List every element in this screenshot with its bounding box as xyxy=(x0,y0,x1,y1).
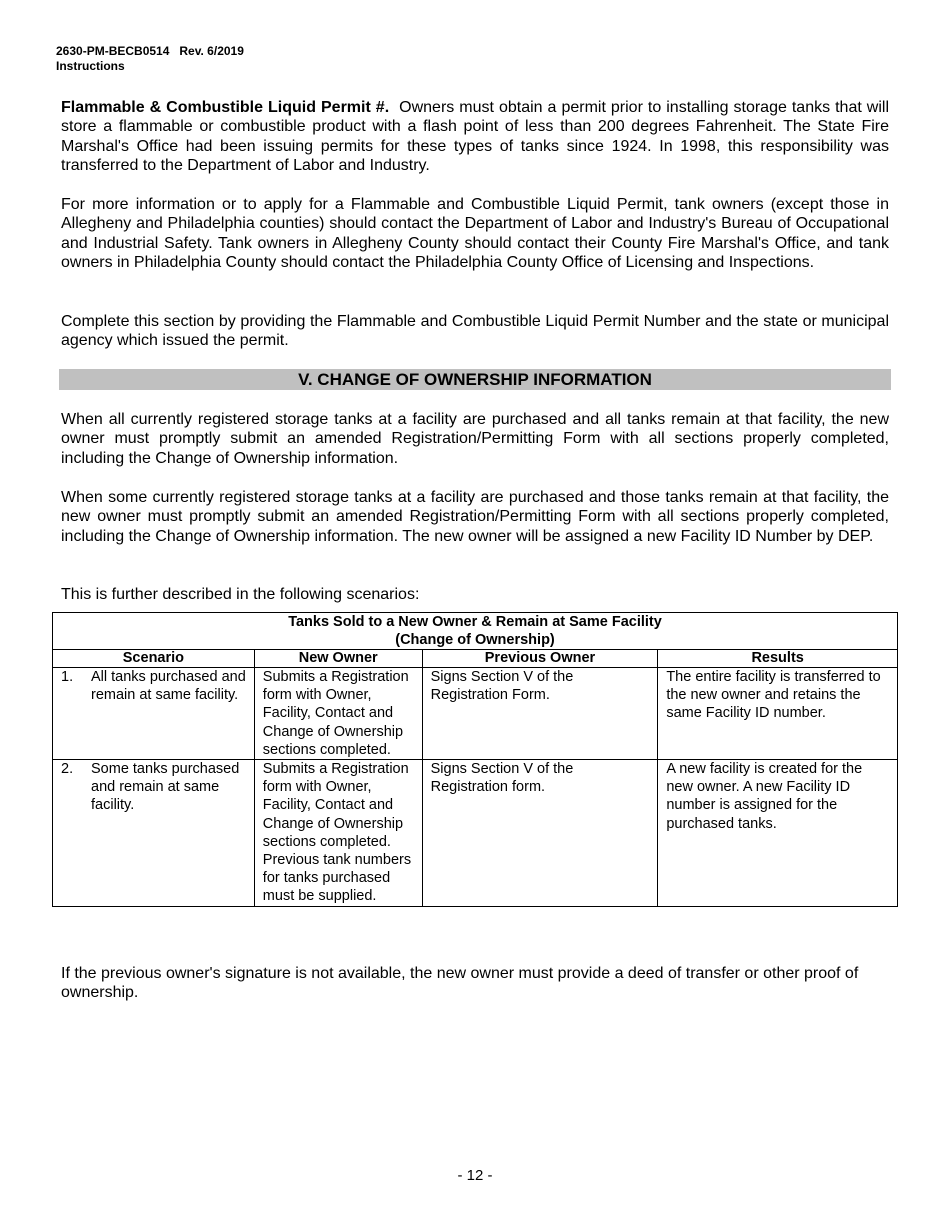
scenario-number: 2. xyxy=(61,761,74,778)
form-number: 2630-PM-BECB0514 xyxy=(56,44,170,58)
table-header-row xyxy=(53,650,898,668)
revision-label: Rev. 6/2019 xyxy=(179,44,244,58)
document-header xyxy=(56,44,244,74)
table-title-row xyxy=(53,613,898,650)
table-title xyxy=(53,613,898,650)
complete-section-paragraph: Complete this section by providing the Flammable and Combustible Liquid Permit Number and the state or municipal agency which issued the permit. xyxy=(61,313,889,350)
scenario-cell xyxy=(53,668,255,760)
scenario-cell xyxy=(53,760,255,907)
scenario-text: Some tanks purchased and remain at same facility. xyxy=(91,761,240,814)
all-tanks-paragraph: When all currently registered storage tanks at a facility are purchased and all tanks remain at that facility, the new owner must promptly submit an amended Registration/Permitting Form with all sections properly completed, including the Change of Ownership information. xyxy=(61,411,889,467)
table-row xyxy=(53,668,898,760)
new-owner-cell: Submits a Registration form with Owner, Facility, Contact and Change of Ownership sections completed. xyxy=(254,668,422,760)
scenario-number: 1. xyxy=(61,669,74,685)
more-info-paragraph: For more information or to apply for a Flammable and Combustible Liquid Permit, tank owners (except those in Allegheny and Philadelphia counties) should contact the Department of Labor and Industry's Bureau of Occupational and Industrial Safety. Tank owners in Allegheny County should contact their County Fire Marshal's Office, and tank owners in Philadelphia County should contact the Philadelphia County Office of Licensing and Inspections. xyxy=(61,196,889,272)
section-v-title: V. CHANGE OF OWNERSHIP INFORMATION xyxy=(59,369,891,390)
page-number: - 12 - xyxy=(457,1167,493,1184)
table-title-line2: (Change of Ownership) xyxy=(395,632,555,648)
column-header-previous-owner: Previous Owner xyxy=(422,650,658,668)
table-title-line1: Tanks Sold to a New Owner & Remain at Same Facility xyxy=(288,614,662,630)
column-header-new-owner: New Owner xyxy=(254,650,422,668)
results-cell: A new facility is created for the new owner. A new Facility ID number is assigned for the purchased tanks. xyxy=(658,760,898,907)
previous-owner-cell: Signs Section V of the Registration form. xyxy=(422,760,658,907)
column-header-scenario: Scenario xyxy=(53,650,255,668)
closing-paragraph: If the previous owner's signature is not available, the new owner must provide a deed of transfer or other proof of ownership. xyxy=(61,965,859,1002)
document-type: Instructions xyxy=(56,59,125,73)
permit-text: Owners must obtain a permit prior to installing storage tanks that will store a flammable or combustible product with a flash point of less than 200 degrees Fahrenheit. The State Fire Marshal's Office had been issuing permits for these types of tanks since 1924. In 1998, this responsibility was transferred to the Department of Labor and Industry. xyxy=(61,99,890,175)
some-tanks-paragraph: When some currently registered storage tanks at a facility are purchased and those tanks remain at that facility, the new owner must promptly submit an amended Registration/Permitting Form with all sections properly completed, including the Change of Ownership information. The new owner will be assigned a new Facility ID Number by DEP. xyxy=(61,489,889,545)
table-row xyxy=(53,760,898,907)
previous-owner-cell: Signs Section V of the Registration Form. xyxy=(422,668,658,760)
scenarios-intro: This is further described in the following scenarios: xyxy=(61,586,420,603)
ownership-scenarios-table xyxy=(52,612,898,907)
new-owner-cell: Submits a Registration form with Owner, Facility, Contact and Change of Ownership sections completed. Previous tank numbers for tanks purchased must be supplied. xyxy=(254,760,422,907)
permit-paragraph xyxy=(61,98,889,176)
permit-heading: Flammable & Combustible Liquid Permit #. xyxy=(61,99,390,116)
column-header-results: Results xyxy=(658,650,898,668)
results-cell: The entire facility is transferred to the new owner and retains the same Facility ID number. xyxy=(658,668,898,760)
scenario-text: All tanks purchased and remain at same facility. xyxy=(91,669,246,704)
